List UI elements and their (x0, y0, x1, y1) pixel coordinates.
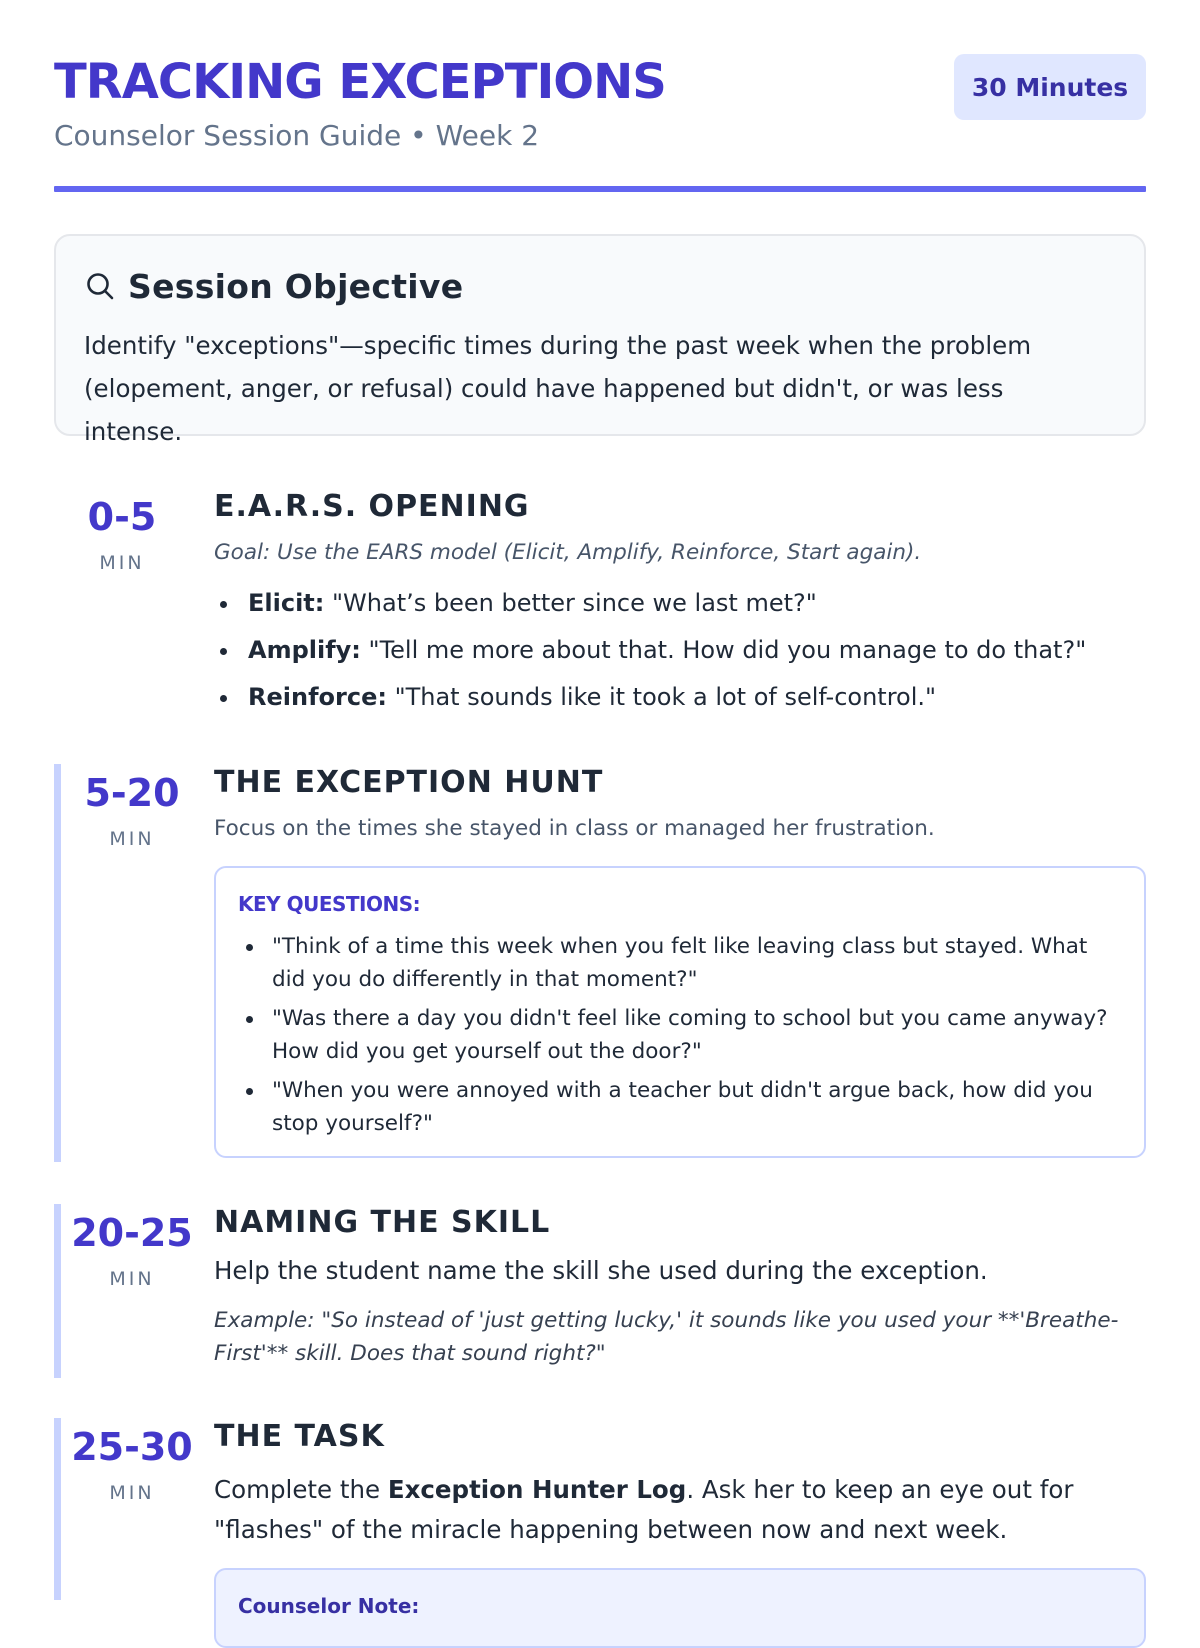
list-item (214, 588, 1146, 618)
section-focus: Focus on the times she stayed in class or managed her frustration. (214, 816, 935, 841)
section-title: E.A.R.S. OPENING (214, 489, 530, 524)
section-the-task (54, 1418, 1146, 1618)
session-objective-card (54, 234, 1146, 446)
section-content (214, 1204, 1146, 1370)
key-questions-title: KEY QUESTIONS: (238, 892, 421, 916)
session-guide-page (54, 0, 1146, 1618)
time-unit: MIN (99, 552, 145, 574)
section-title: THE EXCEPTION HUNT (214, 765, 604, 800)
search-icon (84, 270, 116, 302)
time-range: 0-5 (87, 495, 157, 539)
task-text-start: Complete the (214, 1475, 388, 1504)
time-range: 20-25 (71, 1211, 193, 1255)
objective-text: Identify "exceptions"—specific times during the past week when the problem (elopement, anger, or refusal) could have happened but didn't, or was less intense. (84, 331, 1032, 446)
page-subtitle: Counselor Session Guide • Week 2 (54, 119, 540, 152)
exception-hunter-log-label: Exception Hunter Log (387, 1475, 687, 1504)
key-questions-list (238, 930, 1122, 1140)
section-text (214, 1470, 1146, 1550)
duration-badge: 30 Minutes (954, 54, 1146, 120)
header-divider (54, 186, 1146, 192)
section-naming-skill (54, 1204, 1146, 1378)
time-range: 25-30 (71, 1425, 193, 1469)
section-content (214, 488, 1146, 729)
time-block (64, 770, 200, 850)
ears-list (214, 588, 1146, 712)
list-item (214, 635, 1146, 665)
page-header (54, 52, 1146, 192)
section-ears-opening (54, 488, 1146, 724)
question-item: "Was there a day you didn't feel like coming to school but you came anyway? How did you get yourself out the door?" (238, 1002, 1122, 1068)
question-item: "Think of a time this week when you felt like leaving class but stayed. What did you do differently in that moment?" (238, 930, 1122, 996)
section-content (214, 1418, 1146, 1648)
section-title: THE TASK (214, 1419, 385, 1454)
page-title: TRACKING EXCEPTIONS (54, 54, 666, 110)
list-item-label: Reinforce: (248, 683, 387, 711)
counselor-note-box (214, 1568, 1146, 1648)
time-unit: MIN (109, 1482, 155, 1504)
list-item (214, 682, 1146, 712)
section-example: Example: "So instead of 'just getting lucky,' it sounds like you used your **'Breathe-First'** skill. Does that sound right?" (214, 1308, 1119, 1366)
list-item-text: "What’s been better since we last met?" (324, 589, 817, 617)
counselor-note-title: Counselor Note: (238, 1594, 420, 1618)
time-block (64, 1424, 200, 1504)
list-item-label: Amplify: (248, 636, 361, 664)
time-unit: MIN (109, 828, 155, 850)
key-questions-box (214, 866, 1146, 1158)
section-text: Help the student name the skill she used during the exception. (214, 1256, 988, 1285)
time-block (64, 1210, 200, 1290)
time-block (54, 494, 190, 574)
section-exception-hunt (54, 764, 1146, 1162)
question-item: "When you were annoyed with a teacher but didn't argue back, how did you stop yourself?" (238, 1074, 1122, 1140)
section-goal: Goal: Use the EARS model (Elicit, Amplify, Reinforce, Start again). (214, 540, 922, 565)
section-content (214, 764, 1146, 1158)
time-unit: MIN (109, 1268, 155, 1290)
task-text-end: . Ask her to keep an eye out for "flashes" of the miracle happening between now and next week. (214, 1475, 1074, 1544)
objective-title: Session Objective (128, 266, 464, 306)
list-item-text: "Tell me more about that. How did you manage to do that?" (360, 636, 1087, 664)
section-title: NAMING THE SKILL (214, 1205, 551, 1240)
time-range: 5-20 (84, 771, 180, 815)
objective-heading (84, 266, 463, 306)
list-item-label: Elicit: (248, 589, 325, 617)
list-item-text: "That sounds like it took a lot of self-control." (386, 683, 937, 711)
